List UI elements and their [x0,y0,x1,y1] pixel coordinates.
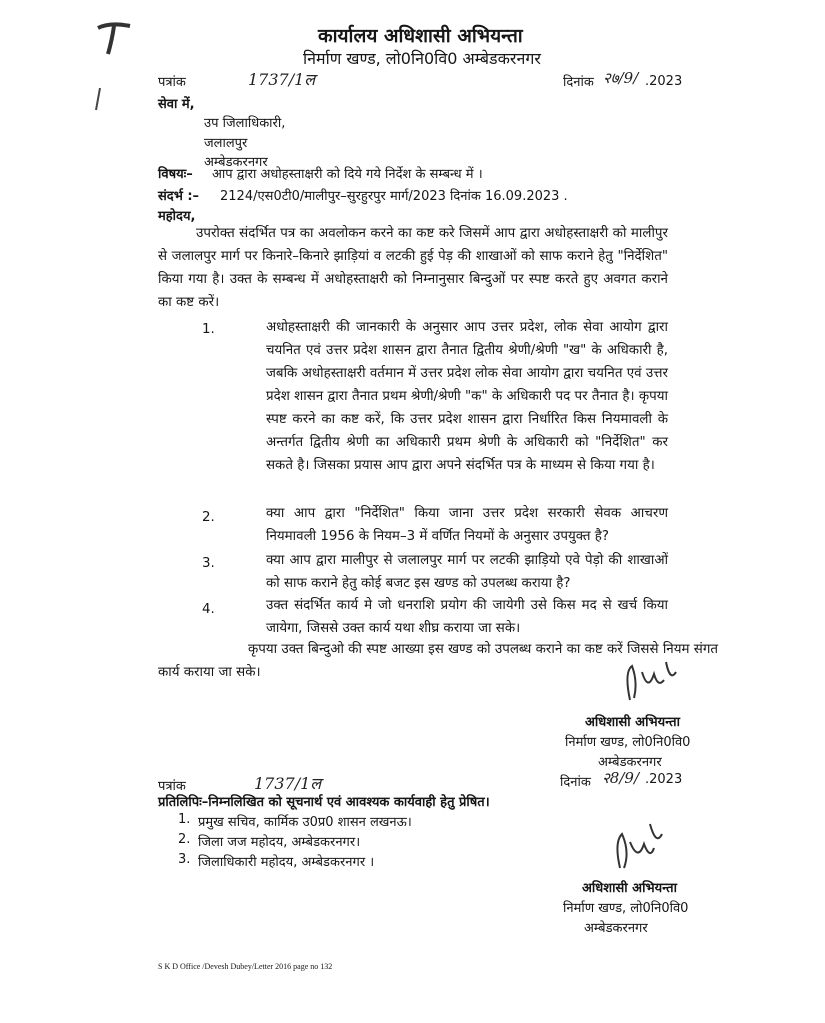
point-number: 4. [202,602,215,617]
handwritten-signature [610,812,680,882]
point-text: क्या आप द्वारा मालीपुर से जलालपुर मार्ग पर लटकी झाड़ियो एवे पेड़ो की शाखाओं को साफ कराने हेतु कोई बजट इस खण्ड को उपलब्ध कराया है? [266,553,668,591]
recipient-number: 3. [178,852,191,867]
signature-title: अधिशासी अभियन्ता [582,881,677,896]
intro-paragraph: उपरोक्त संदर्भित पत्र का अवलोकन करने का कष्ट करे जिसमें आप द्वारा अधोहस्ताक्षरी को मालीपुर से जलालपुर मार्ग पर किनारे–किनारे झाड़ियां व लटकी हुई पेड़ की शाखाओं को साफ कराने हेतु "निर्देशित" किया गया है। उक्त के सम्बन्ध में अधोहस्ताक्षरी को निम्नानुसार बिन्दुओं पर स्पष्ट करते हुए अवगत कराने का कष्ट करें। [158,226,668,310]
signature-place: अम्बेडकरनगर [584,921,648,936]
recipient-text: जिला जज महोदय, अम्बेडकरनगर। [198,835,361,850]
handwritten-signature [618,652,698,712]
addressee-line: उप जिलाधिकारी, [204,116,286,131]
handwritten-mark [90,10,150,120]
point-text: क्या आप द्वारा "निर्देशित" किया जाना उत्तर प्रदेश सरकारी सेवक आचरण नियमावली 1956 के नियम–3 में वर्णित नियमों के अनुसार उपयुक्त है? [266,506,668,544]
copy-date-label: दिनांक [560,775,591,790]
recipient-text: जिलाधिकारी महोदय, अम्बेडकरनगर । [198,855,375,870]
date-handwritten: २७/9/ [603,69,639,87]
subject-text: आप द्वारा अधोहस्ताक्षरी को दिये गये निर्देश के सम्बन्ध में । [212,167,483,182]
salutation: महोदय, [158,209,196,224]
point-text: अधोहस्ताक्षरी की जानकारी के अनुसार आप उत्तर प्रदेश, लोक सेवा आयोग द्वारा चयनित एवं उत्तर प्रदेश शासन द्वारा तैनात द्वितीय श्रेणी/श्रेणी "ख" के अधिकारी है, जबकि अधोहस्ताक्षरी वर्तमान में उत्तर प्रदेश लोक सेवा आयोग द्वारा चयनित एवं उत्तर प्रदेश शासन द्वारा तैनात प्रथम श्रेणी/श्रेणी "क" के अधिकारी पद पर तैनात है। कृपया स्पष्ट करने का कष्ट करें, कि उत्तर प्रदेश शासन द्वारा निर्धारित किस नियमावली के अन्तर्गत द्वितीय श्रेणी का अधिकारी प्रथम श्रेणी के अधिकारी को "निर्देशित" कर सकते है। जिसका प्रयास आप द्वारा अपने संदर्भित पत्र के माध्यम से किया गया है। [266,320,668,473]
reference-text: 2124/एस0टी0/मालीपुर–सुरहुरपुर मार्ग/2023 दिनांक 16.09.2023 . [220,189,568,204]
signature-title: अधिशासी अभियन्ता [585,715,680,730]
point-number: 3. [202,556,215,571]
patrank-label: पत्रांक [158,75,186,90]
recipient-number: 1. [178,812,191,827]
copy-heading: प्रतिलिपिः–निम्नलिखित को सूचनार्थ एवं आवश्यक कार्यवाही हेतु प्रेषित। [158,795,490,810]
point-number: 1. [202,322,215,337]
copy-date-handwritten: २8/9/ [602,769,639,787]
signature-office: निर्माण खण्ड, लो0नि0वि0 [565,735,691,750]
file-path-footer: S K D Office /Devesh Dubey/Letter 2016 page no 132 [158,962,333,971]
closing-paragraph: कृपया उक्त बिन्दुओ की स्पष्ट आख्या इस खण्ड को उपलब्ध कराने का कष्ट करें जिससे नियम संगत कार्य कराया जा सके। [158,642,718,680]
recipient-text: प्रमुख सचिव, कार्मिक उ0प्र0 शासन लखनऊ। [198,815,412,830]
copy-patrank-handwritten: 1737/1ल [254,774,322,793]
subject-label: विषयः– [158,167,193,182]
signature-office: निर्माण खण्ड, लो0नि0वि0 [563,901,689,916]
date-label: दिनांक [563,75,594,90]
addressee-line: जलालपुर [204,136,248,151]
patrank-handwritten: 1737/1ल [248,70,316,89]
point-number: 2. [202,510,215,525]
office-heading: कार्यालय अधिशासी अभियन्ता [318,25,523,47]
recipient-number: 2. [178,832,191,847]
date-year: .2023 [645,74,683,89]
reference-label: संदर्भ :– [158,189,200,204]
copy-date-year: .2023 [645,772,683,787]
copy-patrank-label: पत्रांक [158,779,186,794]
signature-place: अम्बेडकरनगर [598,755,662,770]
division-heading: निर्माण खण्ड, लो0नि0वि0 अम्बेडकरनगर [303,49,541,68]
seva-me: सेवा में, [158,97,195,112]
point-text: उक्त संदर्भित कार्य मे जो धनराशि प्रयोग की जायेगी उसे किस मद से खर्च किया जायेगा, जिससे उक्त कार्य यथा शीघ्र कराया जा सके। [266,598,668,636]
addressee-line: अम्बेडकरनगर [204,155,268,170]
